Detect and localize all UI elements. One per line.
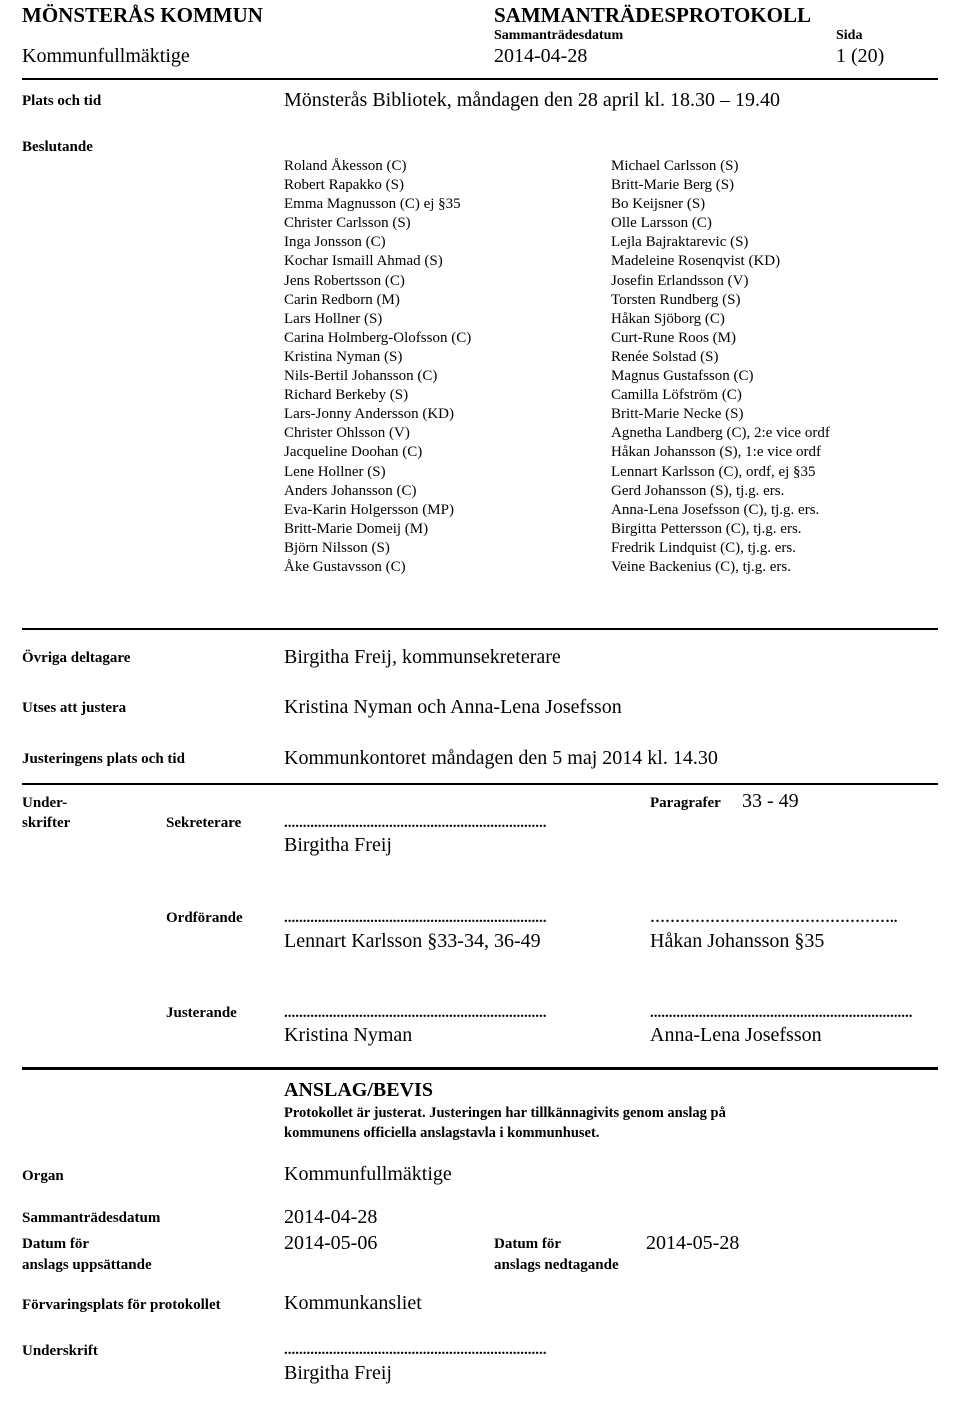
decider-right-item: Birgitta Pettersson (C), tj.g. ers. — [611, 520, 802, 537]
decider-right-item: Agnetha Landberg (C), 2:e vice ordf — [611, 425, 830, 442]
organ-value: Kommunfullmäktige — [284, 1163, 452, 1185]
notice-divider — [22, 1067, 938, 1070]
decider-right-item: Olle Larsson (C) — [611, 215, 712, 232]
org-name: MÖNSTERÅS KOMMUN — [22, 3, 263, 27]
section-divider — [22, 628, 938, 630]
decider-left-item: Inga Jonsson (C) — [284, 234, 386, 251]
posting-date-label-line2: anslags uppsättande — [22, 1257, 152, 1273]
removal-date-label-line2: anslags nedtagande — [494, 1257, 619, 1273]
chair-name: Lennart Karlsson §33-34, 36-49 — [284, 930, 541, 952]
date-label: Sammanträdesdatum — [494, 28, 624, 43]
decider-left-item: Emma Magnusson (C) ej §35 — [284, 196, 461, 213]
chair-label: Ordförande — [166, 910, 243, 926]
storage-label: Förvaringsplats för protokollet — [22, 1297, 221, 1313]
decider-left-item: Christer Carlsson (S) — [284, 215, 411, 232]
justify-place-label: Justeringens plats och tid — [22, 751, 185, 767]
decider-right-item: Britt-Marie Necke (S) — [611, 406, 744, 423]
other-participants-value: Birgitha Freij, kommunsekreterare — [284, 646, 561, 668]
decider-left-item: Lars Hollner (S) — [284, 310, 383, 327]
decider-left-item: Nils-Bertil Johansson (C) — [284, 368, 438, 385]
deciders-left-list — [284, 157, 471, 577]
decider-right-item: Bo Keijsner (S) — [611, 196, 706, 213]
signature-label: Underskrift — [22, 1343, 98, 1359]
adjuster-1-signature-line: ...................................................................... — [284, 1005, 547, 1021]
signatures-label-line2: skrifter — [22, 815, 71, 831]
decider-right-item: Michael Carlsson (S) — [611, 158, 739, 174]
decider-right-item: Håkan Johansson (S), 1:e vice ordf — [611, 444, 821, 461]
place-label: Plats och tid — [22, 93, 102, 109]
paragraphs-label: Paragrafer — [650, 795, 721, 811]
notice-title: ANSLAG/BEVIS — [284, 1079, 433, 1101]
removal-date-value: 2014-05-28 — [646, 1232, 740, 1254]
decider-right-item: Lennart Karlsson (C), ordf, ej §35 — [611, 463, 816, 480]
secretary-name: Birgitha Freij — [284, 834, 392, 856]
body-name: Kommunfullmäktige — [22, 45, 190, 67]
decider-left-item: Richard Berkeby (S) — [284, 387, 409, 404]
justify-label: Utses att justera — [22, 700, 127, 716]
justify-value: Kristina Nyman och Anna-Lena Josefsson — [284, 696, 622, 718]
deciders-right-list — [611, 157, 830, 577]
meeting-date-value: 2014-04-28 — [284, 1206, 378, 1228]
decider-right-item: Gerd Johansson (S), tj.g. ers. — [611, 482, 785, 499]
notice-signature-line: ...................................................................... — [284, 1342, 547, 1358]
decider-right-item: Håkan Sjöborg (C) — [611, 310, 725, 327]
decider-left-item: Britt-Marie Domeij (M) — [284, 520, 429, 537]
organ-label: Organ — [22, 1168, 64, 1184]
decider-right-item: Anna-Lena Josefsson (C), tj.g. ers. — [611, 501, 820, 518]
decider-left-item: Christer Ohlsson (V) — [284, 425, 410, 442]
decider-right-item: Fredrik Lindquist (C), tj.g. ers. — [611, 539, 796, 556]
page-label: Sida — [836, 28, 863, 43]
secretary-label: Sekreterare — [166, 815, 242, 831]
decider-left-item: Carin Redborn (M) — [284, 291, 400, 308]
decider-right-item: Madeleine Rosenqvist (KD) — [611, 253, 781, 270]
meeting-date-label: Sammanträdesdatum — [22, 1210, 161, 1226]
decider-right-item: Magnus Gustafsson (C) — [611, 368, 754, 385]
decider-left-item: Kristina Nyman (S) — [284, 348, 403, 365]
signatures-divider — [22, 783, 938, 785]
signatures-label-line1: Under- — [22, 795, 68, 811]
removal-date-label-line1: Datum för — [494, 1236, 562, 1252]
notice-text-line2: kommunens officiella anslagstavla i kommunhuset. — [284, 1125, 600, 1141]
deciders-label: Beslutande — [22, 139, 93, 155]
notice-text-line1: Protokollet är justerat. Justeringen har tillkännagivits genom anslag på — [284, 1105, 726, 1121]
decider-right-item: Britt-Marie Berg (S) — [611, 177, 735, 194]
posting-date-value: 2014-05-06 — [284, 1232, 378, 1254]
decider-right-item: Torsten Rundberg (S) — [611, 291, 741, 308]
decider-right-item: Renée Solstad (S) — [611, 348, 719, 365]
decider-left-item: Jacqueline Doohan (C) — [284, 444, 423, 461]
place-value: Mönsterås Bibliotek, måndagen den 28 april kl. 18.30 – 19.40 — [284, 89, 781, 111]
decider-left-item: Eva-Karin Holgersson (MP) — [284, 501, 454, 518]
adjuster-label: Justerande — [166, 1005, 237, 1021]
vice-chair-name: Håkan Johansson §35 — [650, 930, 825, 952]
decider-left-item: Robert Rapakko (S) — [284, 177, 404, 194]
decider-right-item: Curt-Rune Roos (M) — [611, 329, 736, 346]
other-participants-label: Övriga deltagare — [22, 650, 131, 666]
adjuster-2-name: Anna-Lena Josefsson — [650, 1024, 822, 1046]
decider-left-item: Roland Åkesson (C) — [284, 158, 407, 174]
vice-chair-signature-line: ………………………………………….. — [650, 910, 898, 926]
notice-signer-name: Birgitha Freij — [284, 1362, 392, 1384]
document-title: SAMMANTRÄDESPROTOKOLL — [494, 3, 811, 27]
decider-left-item: Carina Holmberg-Olofsson (C) — [284, 329, 472, 346]
storage-value: Kommunkansliet — [284, 1292, 422, 1314]
adjuster-1-name: Kristina Nyman — [284, 1024, 413, 1046]
decider-left-item: Kochar Ismaill Ahmad (S) — [284, 253, 443, 270]
decider-left-item: Jens Robertsson (C) — [284, 272, 405, 289]
decider-right-item: Lejla Bajraktarevic (S) — [611, 234, 749, 251]
adjuster-2-signature-line: ...................................................................... — [650, 1005, 913, 1021]
posting-date-label-line1: Datum för — [22, 1236, 90, 1252]
decider-left-item: Lars-Jonny Andersson (KD) — [284, 406, 454, 423]
decider-right-item: Josefin Erlandsson (V) — [611, 272, 749, 289]
decider-right-item: Veine Backenius (C), tj.g. ers. — [611, 558, 791, 575]
decider-left-item: Anders Johansson (C) — [284, 482, 417, 499]
page-number: 1 (20) — [836, 45, 885, 67]
decider-left-item: Lene Hollner (S) — [284, 463, 386, 480]
paragraphs-value: 33 - 49 — [742, 790, 799, 812]
decider-left-item: Åke Gustavsson (C) — [284, 558, 406, 575]
meeting-date: 2014-04-28 — [494, 45, 588, 67]
secretary-signature-line: ...................................................................... — [284, 815, 547, 831]
chair-signature-line: ...................................................................... — [284, 910, 547, 926]
header-divider — [22, 78, 938, 80]
decider-left-item: Björn Nilsson (S) — [284, 539, 390, 556]
justify-place-value: Kommunkontoret måndagen den 5 maj 2014 kl. 14.30 — [284, 747, 718, 769]
decider-right-item: Camilla Löfström (C) — [611, 387, 742, 404]
